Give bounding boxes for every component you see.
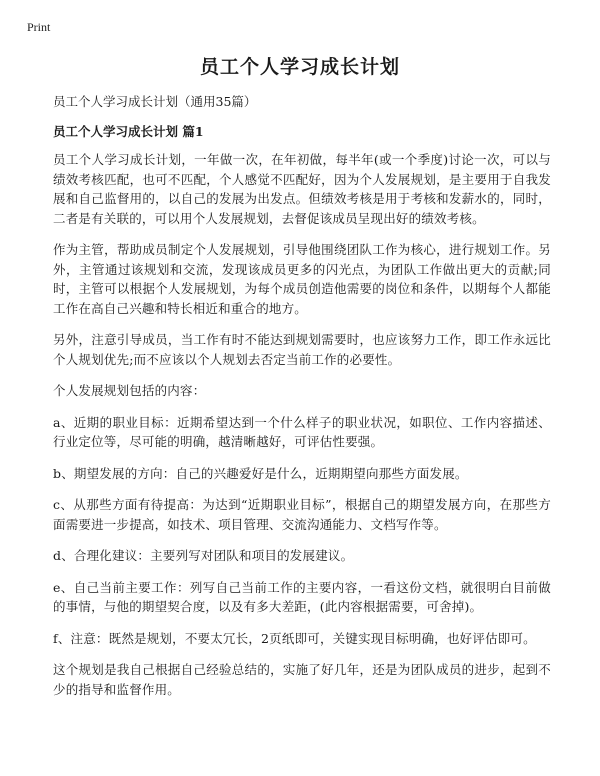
paragraph-conclusion: 这个规划是我自己根据自己经验总结的，实施了好几年，还是为团队成员的进步，起到不少的指导和监督作用。 <box>53 662 551 697</box>
paragraph-contents-heading: 个人发展规划包括的内容： <box>53 383 206 398</box>
print-link[interactable]: Print <box>27 20 51 34</box>
list-item-c: c、从那些方面有待提高：为达到“近期职业目标”，根据自己的期望发展方向，在那些方面需要进一步提高，如技术、项目管理、交流沟通能力、文档写作等。 <box>53 497 551 532</box>
document-subtitle: 员工个人学习成长计划（通用35篇） <box>53 94 257 109</box>
list-item-a: a、近期的职业目标：近期希望达到一个什么样子的职业状况，如职位、工作内容描述、行业定位等，尽可能的明确，越清晰越好，可评估性要强。 <box>53 414 551 449</box>
section-heading: 员工个人学习成长计划 篇1 <box>53 124 204 139</box>
paragraph-intro: 员工个人学习成长计划，一年做一次，在年初做，每半年(或一个季度)讨论一次，可以与绩效考核匹配，也可不匹配，个人感觉不匹配好，因为个人发展规划，是主要用于自我发展和自己监督用的，以自己的发展为出发点。但绩效考核是用于考核和发薪水的，同时，二者是有关联的，可以用个人发展规划，去督促该成员呈现出好的绩效考核。 <box>53 152 551 226</box>
paragraph-manager-role: 作为主管，帮助成员制定个人发展规划，引导他围绕团队工作为核心，进行规划工作。另外，主管通过该规划和交流，发现该成员更多的闪光点，为团队工作做出更大的贡献;同时，主管可以根据个人发展规划，为每个成员创造他需要的岗位和条件，以期每个人都能工作在高自己兴趣和特长相近和重合的地方。 <box>53 242 551 316</box>
paragraph-guidance: 另外，注意引导成员，当工作有时不能达到规划需要时，也应该努力工作，即工作永远比个人规划优先;而不应该以个人规划去否定当前工作的必要性。 <box>53 332 551 367</box>
list-item-e: e、自己当前主要工作：列写自己当前工作的主要内容，一看这份文档，就很明白目前做的事情，与他的期望契合度，以及有多大差距，(此内容根据需要，可舍掉)。 <box>53 579 551 614</box>
document-body <box>53 92 551 711</box>
document-title: 员工个人学习成长计划 <box>199 56 400 78</box>
list-item-f: f、注意：既然是规划，不要太冗长，2页纸即可，关键实现目标明确，也好评估即可。 <box>53 630 536 646</box>
list-item-b: b、期望发展的方向：自己的兴趣爱好是什么，近期期望向那些方面发展。 <box>53 465 468 481</box>
list-item-d: d、合理化建议：主要列写对团队和项目的发展建议。 <box>53 548 354 563</box>
